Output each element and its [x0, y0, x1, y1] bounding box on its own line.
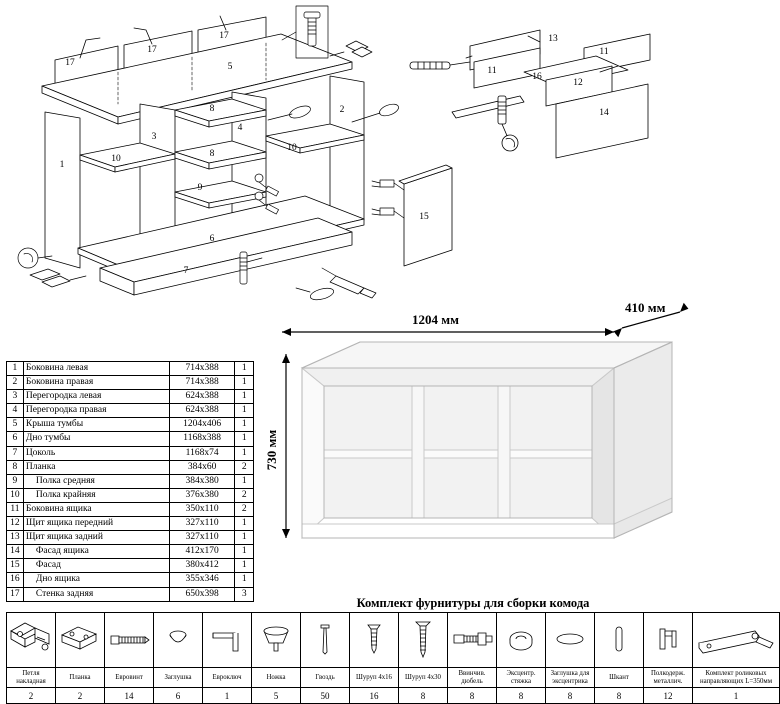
table-row: 16 Дно ящика 355x346 1 [7, 573, 254, 587]
kit-name-13: Полкодерж. металлич. [644, 668, 693, 688]
callout-8a: 8 [209, 104, 215, 114]
hardware-kit-table [6, 612, 780, 704]
callout-2: 2 [339, 105, 345, 115]
eurokey-icon [203, 613, 252, 668]
callout-5: 5 [227, 62, 233, 72]
callout-11b: 11 [599, 47, 609, 57]
kit-name-9: Ввинчив. дюбель [448, 668, 497, 688]
nail-icon [301, 613, 350, 668]
width-dimension-label: 1204 мм [412, 312, 459, 327]
edge-icon [595, 613, 644, 668]
callout-11a: 11 [487, 66, 497, 76]
slide-rail-icon [693, 613, 780, 668]
parts-table [6, 361, 254, 602]
callout-17c: 17 [219, 31, 229, 41]
callout-10b: 10 [287, 143, 297, 153]
kit-count-10: 8 [497, 688, 546, 704]
kit-name-7: Шуруп 4х16 [350, 668, 399, 688]
callout-16: 16 [532, 72, 542, 82]
cam-icon [497, 613, 546, 668]
table-row: 5 Крыша тумбы 1204x406 1 [7, 418, 254, 432]
kit-count-4: 1 [203, 688, 252, 704]
kit-count-12: 8 [595, 688, 644, 704]
hinge-icon [7, 613, 56, 668]
kit-name-5: Ножка [252, 668, 301, 688]
kit-count-7: 16 [350, 688, 399, 704]
callout-7: 7 [183, 266, 189, 276]
screw-long-icon [399, 613, 448, 668]
kit-count-13: 12 [644, 688, 693, 704]
leg-icon [252, 613, 301, 668]
callout-12: 12 [573, 78, 583, 88]
table-row: 10 Полка крайняя 376x380 2 [7, 488, 254, 502]
kit-name-12: Шкант [595, 668, 644, 688]
table-row: 13 Щит ящика задний 327x110 1 [7, 531, 254, 545]
kit-name-6: Гвоздь [301, 668, 350, 688]
callout-9: 9 [197, 183, 203, 193]
kit-name-10: Эксцентр. стяжка [497, 668, 546, 688]
kit-count-0: 2 [7, 688, 56, 704]
callout-3: 3 [151, 132, 157, 142]
dimensioned-view [262, 300, 692, 550]
callout-1: 1 [59, 160, 65, 170]
kit-name-2: Евровинт [105, 668, 154, 688]
kit-name-3: Заглушка [154, 668, 203, 688]
callout-6: 6 [209, 234, 215, 244]
euroscrew-icon [105, 613, 154, 668]
table-row: 1 Боковина левая 714x388 1 [7, 362, 254, 376]
kit-count-11: 8 [546, 688, 595, 704]
kit-name-1: Планка [56, 668, 105, 688]
callout-17a: 17 [65, 58, 75, 68]
kit-count-6: 50 [301, 688, 350, 704]
cap-icon [154, 613, 203, 668]
kit-count-9: 8 [448, 688, 497, 704]
dowel-icon [448, 613, 497, 668]
table-row: 4 Перегородка правая 624x388 1 [7, 404, 254, 418]
kit-name-14: Комплект роликовых направляющих L=350мм [693, 668, 780, 688]
handle-icon [644, 613, 693, 668]
callout-14: 14 [599, 108, 609, 118]
screw-icon [350, 613, 399, 668]
table-row: 2 Боковина правая 714x388 1 [7, 376, 254, 390]
table-row: 6 Дно тумбы 1168x388 1 [7, 432, 254, 446]
callout-10a: 10 [111, 154, 121, 164]
callout-13: 13 [548, 34, 558, 44]
table-row: 14 Фасад ящика 412x170 1 [7, 545, 254, 559]
kit-count-14: 1 [693, 688, 780, 704]
table-row: 3 Перегородка левая 624x388 1 [7, 390, 254, 404]
table-row: 11 Боковина ящика 350x110 2 [7, 502, 254, 516]
table-row: 15 Фасад 380x412 1 [7, 559, 254, 573]
callout-15: 15 [419, 212, 429, 222]
table-row: 9 Полка средняя 384x380 1 [7, 474, 254, 488]
table-row: 12 Щит ящика передний 327x110 1 [7, 517, 254, 531]
table-row: 17 Стенка задняя 650x398 3 [7, 587, 254, 601]
exploded-assembly-drawing [0, 0, 694, 320]
plate-icon [56, 613, 105, 668]
table-row: 7 Цоколь 1168x74 1 [7, 446, 254, 460]
hardware-kit-title: Комплект фурнитуры для сборки комода [356, 596, 590, 610]
kit-count-8: 8 [399, 688, 448, 704]
depth-dimension-label: 410 мм [625, 300, 666, 315]
height-dimension-label: 730 мм [264, 429, 279, 471]
kit-count-5: 5 [252, 688, 301, 704]
kit-count-3: 6 [154, 688, 203, 704]
kit-count-1: 2 [56, 688, 105, 704]
kit-name-8: Шуруп 4х30 [399, 668, 448, 688]
kit-name-4: Евроключ [203, 668, 252, 688]
table-row: 8 Планка 384x60 2 [7, 460, 254, 474]
callout-8b: 8 [209, 149, 215, 159]
kit-count-2: 14 [105, 688, 154, 704]
callout-17b: 17 [147, 45, 157, 55]
kit-name-11: Заглушка для эксцентрика [546, 668, 595, 688]
kit-name-0: Петля накладная [7, 668, 56, 688]
callout-4: 4 [237, 123, 243, 133]
cam-cap-icon [546, 613, 595, 668]
